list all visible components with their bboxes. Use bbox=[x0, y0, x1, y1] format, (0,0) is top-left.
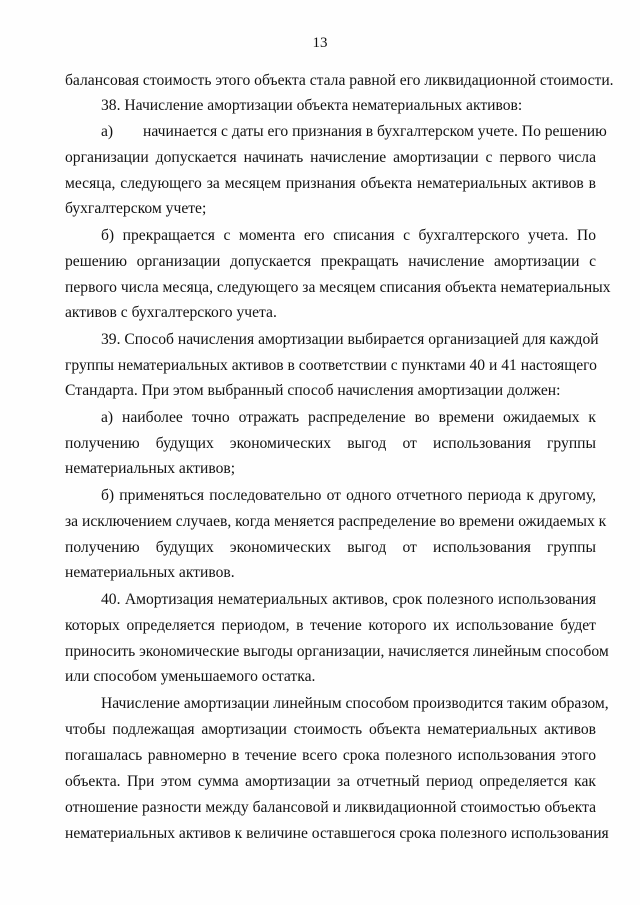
list-marker: а) bbox=[101, 123, 114, 140]
text-line: получению будущих экономических выгод от использования группы bbox=[65, 539, 596, 556]
text-line: балансовая стоимость этого объекта стала равной его ликвидационной стоимости. bbox=[65, 72, 614, 89]
text-line: 39. Способ начисления амортизации выбирается организацией для каждой bbox=[101, 331, 599, 348]
text-line: чтобы подлежащая амортизации стоимость объекта нематериальных активов bbox=[65, 721, 596, 738]
text-line: решению организации допускается прекращать начисление амортизации с bbox=[65, 253, 596, 270]
text-line: получению будущих экономических выгод от использования группы bbox=[65, 435, 596, 452]
text-line: нематериальных активов; bbox=[65, 460, 236, 477]
text-line: организации допускается начинать начисление амортизации с первого числа bbox=[65, 149, 596, 166]
text-line: отношение разности между балансовой и ликвидационной стоимостью объекта bbox=[65, 799, 597, 816]
text-line: за исключением случаев, когда меняется распределение во времени ожидаемых к bbox=[65, 513, 607, 530]
text-line: погашалась равномерно в течение всего срока полезного использования этого bbox=[65, 747, 596, 764]
text-line: 40. Амортизация нематериальных активов, срок полезного использования bbox=[101, 591, 596, 608]
text-line: б) прекращается с момента его списания с бухгалтерского учета. По bbox=[101, 227, 596, 244]
text-line: начинается с даты его признания в бухгалтерском учете. По решению bbox=[143, 123, 607, 140]
text-line: Начисление амортизации линейным способом производится таким образом, bbox=[101, 695, 609, 712]
text-line: приносить экономические выгоды организации, начисляется линейным способом bbox=[65, 643, 609, 660]
text-line: активов с бухгалтерского учета. bbox=[65, 304, 277, 321]
text-line: б) применяться последовательно от одного отчетного периода к другому, bbox=[101, 487, 596, 504]
text-line: нематериальных активов к величине оставшегося срока полезного использования bbox=[65, 825, 609, 842]
text-line: Стандарта. При этом выбранный способ начисления амортизации должен: bbox=[65, 382, 561, 399]
text-line: 38. Начисление амортизации объекта нематериальных активов: bbox=[101, 97, 523, 114]
text-line: первого числа месяца, следующего за месяцем списания объекта нематериальных bbox=[65, 279, 611, 296]
text-line: объекта. При этом сумма амортизации за отчетный период определяется как bbox=[65, 773, 596, 790]
text-line: бухгалтерском учете; bbox=[65, 200, 207, 217]
text-line: месяца, следующего за месяцем признания объекта нематериальных активов в bbox=[65, 175, 596, 192]
text-line: или способом уменьшаемого остатка. bbox=[65, 668, 316, 685]
text-line: а) наиболее точно отражать распределение во времени ожидаемых к bbox=[101, 409, 596, 426]
text-line: которых определяется периодом, в течение которого их использование будет bbox=[65, 617, 596, 634]
text-line: группы нематериальных активов в соответствии с пунктами 40 и 41 настоящего bbox=[65, 357, 597, 374]
text-line: нематериальных активов. bbox=[65, 564, 235, 581]
page-number: 13 bbox=[312, 35, 328, 51]
